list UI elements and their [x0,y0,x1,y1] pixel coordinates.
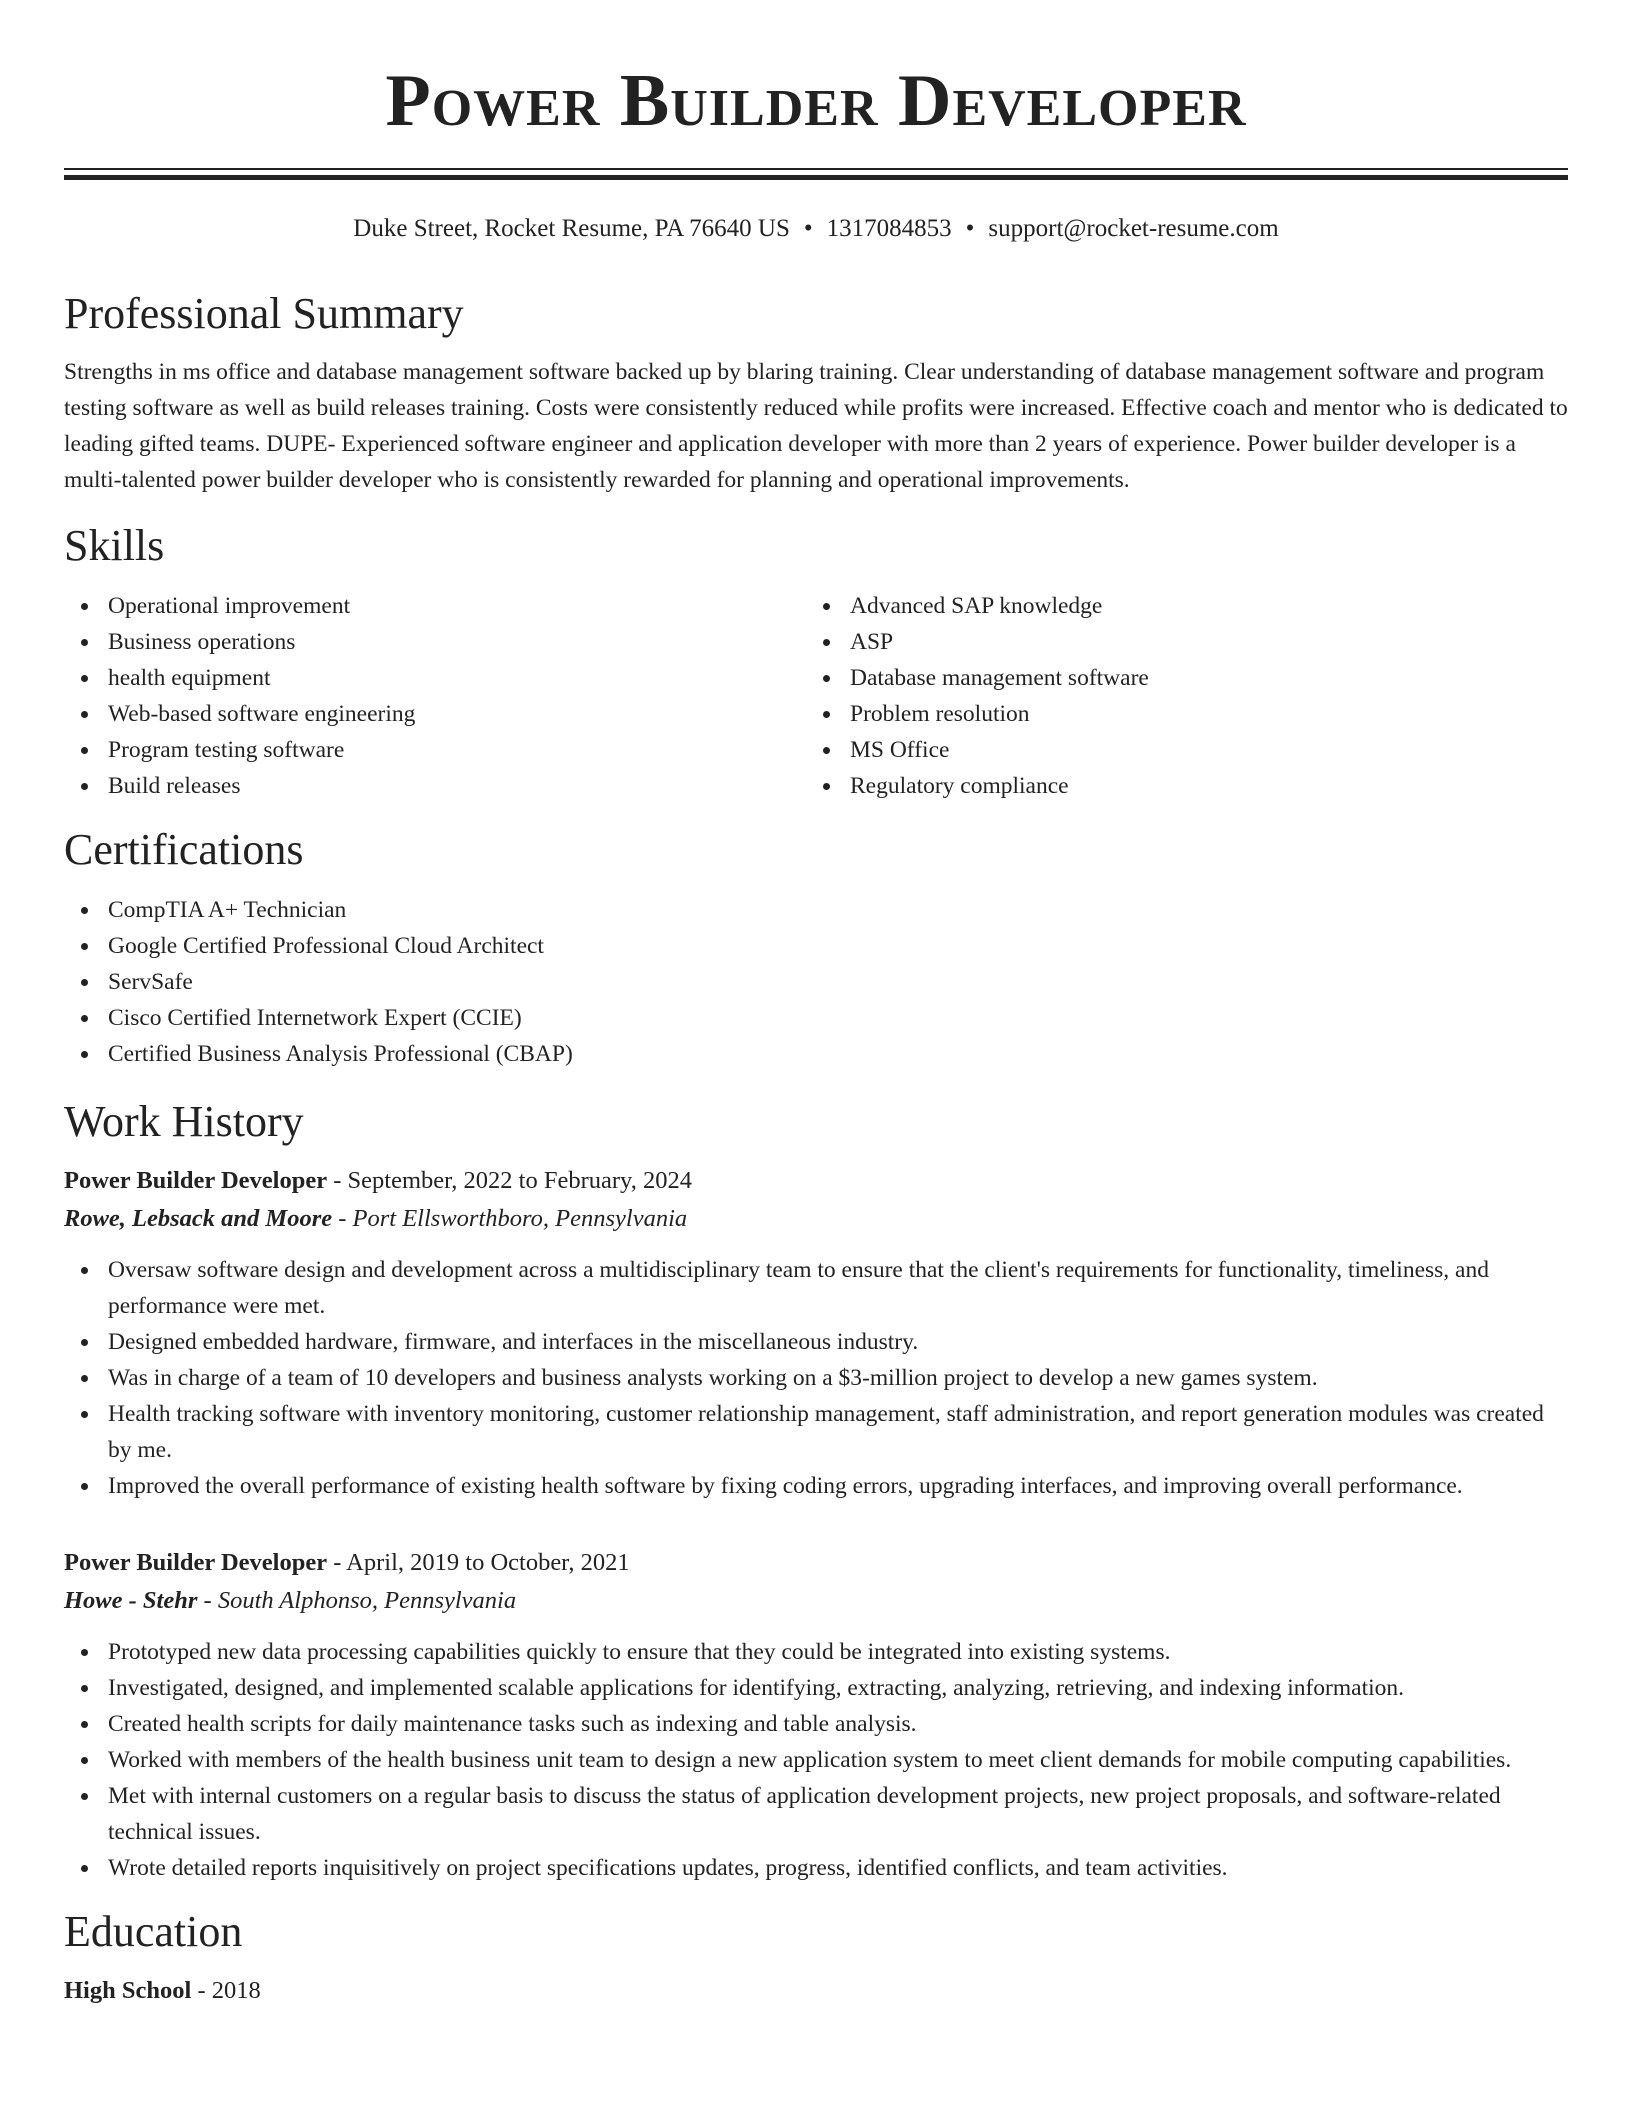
job-dates: - April, 2019 to October, 2021 [327,1549,630,1576]
job-company-line [64,1582,1568,1620]
job-bullet: Designed embedded hardware, firmware, and interfaces in the miscellaneous industry. [64,1324,1568,1360]
education-entry [64,1972,1568,2010]
divider-thin-line [64,168,1568,170]
education-section [64,1906,1568,2010]
skill-item: Operational improvement [64,588,806,624]
resume-title: Power Builder Developer [385,60,1247,142]
certifications-list [64,892,1568,1072]
skill-item: Problem resolution [806,696,1568,732]
work-history-heading: Work History [64,1097,304,1146]
title-divider [64,168,1568,180]
skill-item: ASP [806,624,1568,660]
job-bullets [64,1634,1568,1886]
summary-text: Strengths in ms office and database management software backed up by blaring training. Clear understanding of database management software and program testing software as well as build releases training. Costs were consistently reduced while profits were increased. Effective coach and mentor who is dedicated to leading gifted teams. DUPE- Experienced software engineer and application developer with more than 2 years of experience. Power builder developer is a multi-talented power builder developer who is consistently rewarded for planning and operational improvements. [64,359,1568,493]
job-bullet: Met with internal customers on a regular basis to discuss the status of application development projects, new project proposals, and software-related technical issues. [64,1778,1568,1850]
job-entry [64,1162,1568,1504]
job-bullet: Worked with members of the health business unit team to design a new application system to meet client demands for mobile computing capabilities. [64,1742,1568,1778]
certifications-heading: Certifications [64,825,304,874]
education-degree: High School [64,1977,192,2004]
skill-item: Business operations [64,624,806,660]
certification-item: Certified Business Analysis Professional (CBAP) [64,1036,1568,1072]
certification-item: Cisco Certified Internetwork Expert (CCIE) [64,1000,1568,1036]
skill-item: Program testing software [64,732,806,768]
skills-heading: Skills [64,521,165,570]
certifications-section [64,824,1568,1072]
skills-columns [64,588,1568,804]
skill-item: health equipment [64,660,806,696]
job-bullet: Oversaw software design and development across a multidisciplinary team to ensure that the client's requirements for functionality, timeliness, and performance were met. [64,1252,1568,1324]
education-heading: Education [64,1907,243,1956]
contact-address: Duke Street, Rocket Resume, PA 76640 US [353,215,790,242]
certification-item: ServSafe [64,964,1568,1000]
skill-item: Database management software [806,660,1568,696]
job-title-line [64,1162,1568,1200]
job-company: Howe - Stehr [64,1587,198,1614]
job-bullets [64,1252,1568,1504]
skill-item: Advanced SAP knowledge [806,588,1568,624]
contact-line [64,214,1568,244]
job-entry [64,1544,1568,1886]
job-location: - Port Ellsworthboro, Pennsylvania [332,1205,688,1232]
job-company: Rowe, Lebsack and Moore [64,1205,333,1232]
job-bullet: Health tracking software with inventory monitoring, customer relationship management, staff administration, and report generation modules was created by me. [64,1396,1568,1468]
skill-item: MS Office [806,732,1568,768]
summary-heading: Professional Summary [64,289,464,338]
job-bullet: Created health scripts for daily maintenance tasks such as indexing and table analysis. [64,1706,1568,1742]
divider-thick-line [64,175,1568,180]
summary-section [64,288,1568,498]
job-title-line [64,1544,1568,1582]
job-dates: - September, 2022 to February, 2024 [327,1167,692,1194]
work-history-section [64,1096,1568,1886]
skill-item: Regulatory compliance [806,768,1568,804]
skills-list-right [806,588,1568,804]
job-bullet: Prototyped new data processing capabilities quickly to ensure that they could be integrated into existing systems. [64,1634,1568,1670]
certification-item: CompTIA A+ Technician [64,892,1568,928]
job-bullet: Wrote detailed reports inquisitively on project specifications updates, progress, identified conflicts, and team activities. [64,1850,1568,1886]
certification-item: Google Certified Professional Cloud Architect [64,928,1568,964]
contact-phone: 1317084853 [826,215,952,242]
contact-email: support@rocket-resume.com [988,215,1279,242]
job-title: Power Builder Developer [64,1549,328,1576]
job-title: Power Builder Developer [64,1167,328,1194]
skill-item: Build releases [64,768,806,804]
job-location: - South Alphonso, Pennsylvania [197,1587,517,1614]
contact-separator: • [965,215,975,242]
contact-separator: • [803,215,813,242]
skill-item: Web-based software engineering [64,696,806,732]
education-year: - 2018 [191,1977,261,2004]
job-bullet: Investigated, designed, and implemented scalable applications for identifying, extracting, analyzing, retrieving, and indexing information. [64,1670,1568,1706]
job-bullet: Improved the overall performance of existing health software by fixing coding errors, upgrading interfaces, and improving overall performance. [64,1468,1568,1504]
skills-list-left [64,588,806,804]
job-bullet: Was in charge of a team of 10 developers and business analysts working on a $3-million project to develop a new games system. [64,1360,1568,1396]
job-company-line [64,1200,1568,1238]
skills-section [64,520,1568,804]
